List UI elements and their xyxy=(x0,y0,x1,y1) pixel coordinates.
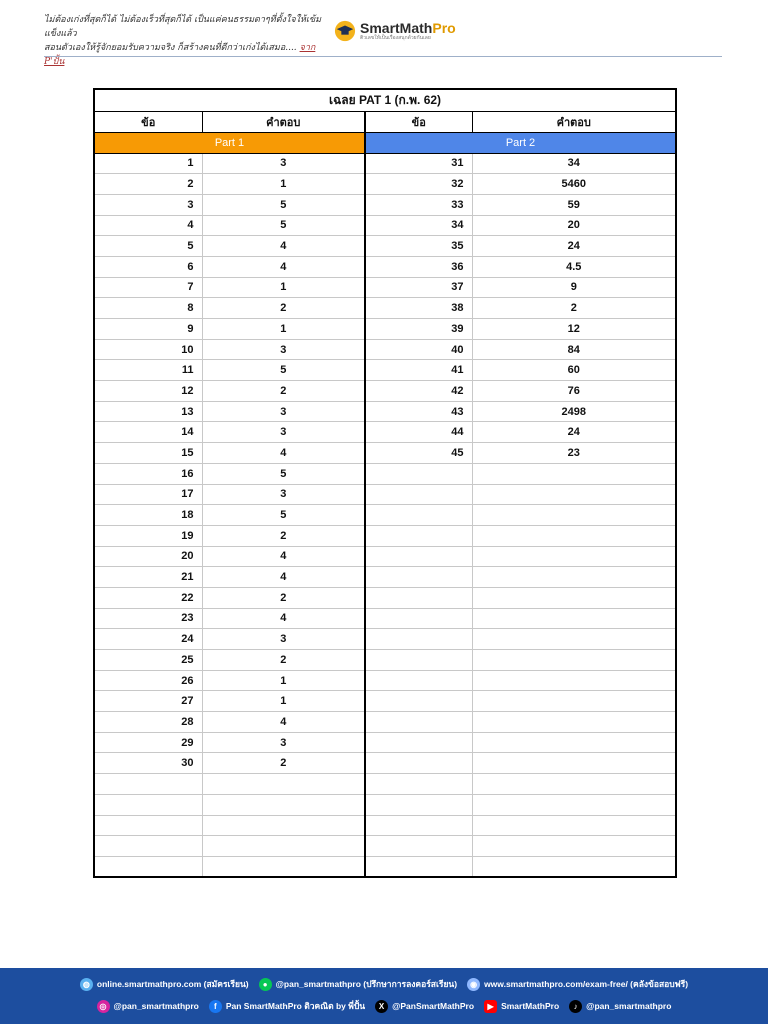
question-number xyxy=(365,815,472,836)
question-number xyxy=(365,587,472,608)
question-number: 42 xyxy=(365,381,472,402)
tiktok-icon: ♪ xyxy=(569,1000,582,1013)
answer-value: 3 xyxy=(202,629,365,650)
footer-contact-item[interactable] xyxy=(97,1000,199,1013)
question-number: 37 xyxy=(365,277,472,298)
question-number xyxy=(365,753,472,774)
answer-value: 1 xyxy=(202,670,365,691)
question-number: 34 xyxy=(365,215,472,236)
question-number xyxy=(365,567,472,588)
question-number: 40 xyxy=(365,339,472,360)
answer-value: 5 xyxy=(202,505,365,526)
question-number: 24 xyxy=(94,629,202,650)
answer-value: 2 xyxy=(202,753,365,774)
answer-value: 2498 xyxy=(472,401,676,422)
table-row xyxy=(94,753,676,774)
question-number: 36 xyxy=(365,256,472,277)
question-number: 33 xyxy=(365,194,472,215)
table-row xyxy=(94,546,676,567)
answer-value xyxy=(472,794,676,815)
footer-contact-item[interactable] xyxy=(375,1000,474,1013)
answer-value: 2 xyxy=(202,381,365,402)
question-number: 22 xyxy=(94,587,202,608)
table-row xyxy=(94,153,676,174)
answer-value: 4 xyxy=(202,236,365,257)
answer-value xyxy=(472,567,676,588)
question-number: 20 xyxy=(94,546,202,567)
table-row xyxy=(94,215,676,236)
table-row xyxy=(94,381,676,402)
quote-line-1: ไม่ต้องเก่งที่สุดก็ได้ ไม่ต้องเร็วที่สุดก็ได้ เป็นแค่คนธรรมดาๆที่ตั้งใจให้เข้มแข็งแล้ว xyxy=(44,15,322,39)
motivational-quote xyxy=(44,13,334,69)
answer-value xyxy=(472,587,676,608)
column-header-number: ข้อ xyxy=(94,111,202,132)
question-number: 5 xyxy=(94,236,202,257)
question-number: 4 xyxy=(94,215,202,236)
question-number xyxy=(365,546,472,567)
footer-contact-text: www.smartmathpro.com/exam-free/ (คลังข้อสอบฟรี) xyxy=(484,979,689,989)
table-row xyxy=(94,484,676,505)
table-title: เฉลย PAT 1 (ก.พ. 62) xyxy=(94,89,676,111)
footer-row-2 xyxy=(0,999,768,1013)
answer-value xyxy=(472,732,676,753)
answer-value: 12 xyxy=(472,319,676,340)
answer-value: 3 xyxy=(202,732,365,753)
table-row xyxy=(94,836,676,857)
table-row xyxy=(94,815,676,836)
table-row xyxy=(94,360,676,381)
question-number: 25 xyxy=(94,650,202,671)
answer-value xyxy=(472,525,676,546)
footer-contact-item[interactable] xyxy=(569,1000,671,1013)
footer-contact-text: online.smartmathpro.com (สมัครเรียน) xyxy=(96,979,249,989)
answer-value: 4.5 xyxy=(472,256,676,277)
table-row xyxy=(94,650,676,671)
question-number: 38 xyxy=(365,298,472,319)
answer-value: 76 xyxy=(472,381,676,402)
answer-value xyxy=(472,670,676,691)
question-number xyxy=(365,774,472,795)
logo-tagline: ติวเลขให้เป็นเรื่องสนุกด้วยกันเลย xyxy=(360,34,431,41)
question-number: 45 xyxy=(365,443,472,464)
question-number: 30 xyxy=(94,753,202,774)
question-number xyxy=(94,815,202,836)
globe-icon: ◍ xyxy=(80,978,93,991)
table-row xyxy=(94,691,676,712)
graduation-cap-icon xyxy=(334,20,356,42)
quote-line-2: สอนตัวเองให้รู้จักยอมรับความจริง ก็สร้างคนที่ดีกว่าเก่งได้เสมอ.... จาก P'ปั้น xyxy=(44,43,316,67)
footer-row-1 xyxy=(0,977,768,991)
footer-contact-text: @pan_smartmathpro xyxy=(586,1001,672,1011)
answer-value xyxy=(472,836,676,857)
question-number xyxy=(365,732,472,753)
table-row xyxy=(94,174,676,195)
question-number xyxy=(365,505,472,526)
table-row xyxy=(94,298,676,319)
answer-value: 3 xyxy=(202,422,365,443)
question-number xyxy=(365,691,472,712)
answer-value xyxy=(472,608,676,629)
question-number: 11 xyxy=(94,360,202,381)
question-number: 10 xyxy=(94,339,202,360)
table-row xyxy=(94,443,676,464)
answer-value xyxy=(202,794,365,815)
column-header-number: ข้อ xyxy=(365,111,472,132)
question-number: 28 xyxy=(94,712,202,733)
question-number: 1 xyxy=(94,153,202,174)
answer-value: 60 xyxy=(472,360,676,381)
answer-value: 2 xyxy=(202,650,365,671)
answer-value xyxy=(202,836,365,857)
table-row xyxy=(94,525,676,546)
table-row xyxy=(94,277,676,298)
table-row xyxy=(94,401,676,422)
table-row xyxy=(94,629,676,650)
answer-value xyxy=(472,753,676,774)
question-number: 9 xyxy=(94,319,202,340)
answer-value: 1 xyxy=(202,277,365,298)
question-number: 17 xyxy=(94,484,202,505)
question-number: 2 xyxy=(94,174,202,195)
question-number: 7 xyxy=(94,277,202,298)
answer-value: 4 xyxy=(202,608,365,629)
answer-value: 4 xyxy=(202,546,365,567)
answer-value xyxy=(472,463,676,484)
answer-value: 5 xyxy=(202,194,365,215)
answer-value: 2 xyxy=(202,587,365,608)
answer-rows xyxy=(94,153,676,877)
x-icon: X xyxy=(375,1000,388,1013)
question-number xyxy=(365,608,472,629)
answer-value: 4 xyxy=(202,567,365,588)
footer-contact-text: @pan_smartmathpro (ปรึกษาการลงคอร์สเรียน) xyxy=(275,979,458,989)
footer-contact-item[interactable] xyxy=(484,1000,559,1013)
answer-value: 23 xyxy=(472,443,676,464)
question-number xyxy=(365,650,472,671)
answer-value: 9 xyxy=(472,277,676,298)
question-number: 31 xyxy=(365,153,472,174)
answer-key-table xyxy=(93,88,677,878)
question-number: 19 xyxy=(94,525,202,546)
question-number xyxy=(365,794,472,815)
question-number: 23 xyxy=(94,608,202,629)
question-number: 35 xyxy=(365,236,472,257)
contact-footer xyxy=(0,968,768,1024)
footer-contact-text: SmartMathPro xyxy=(501,1001,560,1011)
answer-value: 1 xyxy=(202,691,365,712)
answer-value: 5460 xyxy=(472,174,676,195)
question-number: 16 xyxy=(94,463,202,484)
logo-text-accent: Pro xyxy=(432,19,456,36)
answer-value xyxy=(472,774,676,795)
footer-contact-item[interactable] xyxy=(259,977,457,991)
question-number xyxy=(365,629,472,650)
footer-contact-text: @PanSmartMathPro xyxy=(392,1001,475,1011)
answer-value: 24 xyxy=(472,236,676,257)
question-number: 18 xyxy=(94,505,202,526)
question-number: 14 xyxy=(94,422,202,443)
answer-value xyxy=(472,650,676,671)
answer-value: 3 xyxy=(202,153,365,174)
question-number xyxy=(94,794,202,815)
column-header-answer: คำตอบ xyxy=(202,111,365,132)
table-row xyxy=(94,339,676,360)
table-row xyxy=(94,608,676,629)
table-row xyxy=(94,422,676,443)
table-row xyxy=(94,194,676,215)
answer-value xyxy=(202,774,365,795)
answer-value: 3 xyxy=(202,339,365,360)
facebook-icon: f xyxy=(209,1000,222,1013)
answer-value xyxy=(472,691,676,712)
answer-value: 2 xyxy=(472,298,676,319)
question-number xyxy=(365,836,472,857)
question-number: 41 xyxy=(365,360,472,381)
web-icon: ◉ xyxy=(467,978,480,991)
question-number xyxy=(94,856,202,877)
table-row xyxy=(94,794,676,815)
answer-value: 4 xyxy=(202,256,365,277)
question-number: 39 xyxy=(365,319,472,340)
table-row xyxy=(94,732,676,753)
answer-value: 84 xyxy=(472,339,676,360)
logo-text: SmartMath xyxy=(360,19,433,36)
page-header xyxy=(0,0,768,67)
table-row xyxy=(94,567,676,588)
answer-value: 4 xyxy=(202,712,365,733)
question-number xyxy=(365,463,472,484)
answer-value: 1 xyxy=(202,174,365,195)
table-row xyxy=(94,463,676,484)
youtube-icon: ▶ xyxy=(484,1000,497,1013)
question-number xyxy=(365,712,472,733)
answer-value: 3 xyxy=(202,401,365,422)
answer-value: 59 xyxy=(472,194,676,215)
question-number xyxy=(365,484,472,505)
answer-value: 2 xyxy=(202,525,365,546)
answer-value: 5 xyxy=(202,360,365,381)
table-row xyxy=(94,712,676,733)
column-header-answer: คำตอบ xyxy=(472,111,676,132)
question-number: 13 xyxy=(94,401,202,422)
answer-value: 4 xyxy=(202,443,365,464)
answer-value xyxy=(472,484,676,505)
question-number: 44 xyxy=(365,422,472,443)
answer-value: 34 xyxy=(472,153,676,174)
answer-value: 5 xyxy=(202,463,365,484)
question-number: 12 xyxy=(94,381,202,402)
question-number: 8 xyxy=(94,298,202,319)
footer-contact-item[interactable] xyxy=(209,999,365,1013)
question-number: 32 xyxy=(365,174,472,195)
table-row xyxy=(94,236,676,257)
table-row xyxy=(94,256,676,277)
answer-value xyxy=(472,856,676,877)
question-number xyxy=(365,525,472,546)
answer-value xyxy=(472,505,676,526)
answer-value: 24 xyxy=(472,422,676,443)
answer-value xyxy=(472,546,676,567)
instagram-icon: ◎ xyxy=(97,1000,110,1013)
table-row xyxy=(94,587,676,608)
table-row xyxy=(94,505,676,526)
header-divider xyxy=(44,56,722,57)
answer-value xyxy=(472,629,676,650)
part-2-header: Part 2 xyxy=(365,132,676,153)
table-row xyxy=(94,856,676,877)
question-number: 26 xyxy=(94,670,202,691)
question-number: 27 xyxy=(94,691,202,712)
question-number xyxy=(94,774,202,795)
question-number xyxy=(365,670,472,691)
table-row xyxy=(94,670,676,691)
question-number: 21 xyxy=(94,567,202,588)
question-number: 43 xyxy=(365,401,472,422)
table-row xyxy=(94,319,676,340)
answer-value: 2 xyxy=(202,298,365,319)
question-number: 29 xyxy=(94,732,202,753)
question-number xyxy=(94,836,202,857)
line-icon: ● xyxy=(259,978,272,991)
answer-value xyxy=(202,856,365,877)
footer-contact-item[interactable] xyxy=(467,977,688,991)
answer-value: 5 xyxy=(202,215,365,236)
question-number: 6 xyxy=(94,256,202,277)
answer-value: 1 xyxy=(202,319,365,340)
quote-author: จาก P'ปั้น xyxy=(44,43,316,67)
answer-value xyxy=(472,815,676,836)
question-number: 3 xyxy=(94,194,202,215)
table-row xyxy=(94,774,676,795)
footer-contact-text: @pan_smartmathpro xyxy=(113,1001,199,1011)
answer-value: 3 xyxy=(202,484,365,505)
answer-value xyxy=(202,815,365,836)
footer-contact-text: Pan SmartMathPro ติวคณิต by พี่ปั้น xyxy=(225,1001,366,1011)
question-number: 15 xyxy=(94,443,202,464)
smartmathpro-logo xyxy=(334,16,456,46)
question-number xyxy=(365,856,472,877)
part-1-header: Part 1 xyxy=(94,132,365,153)
footer-contact-item[interactable] xyxy=(80,977,249,991)
answer-value: 20 xyxy=(472,215,676,236)
answer-value xyxy=(472,712,676,733)
